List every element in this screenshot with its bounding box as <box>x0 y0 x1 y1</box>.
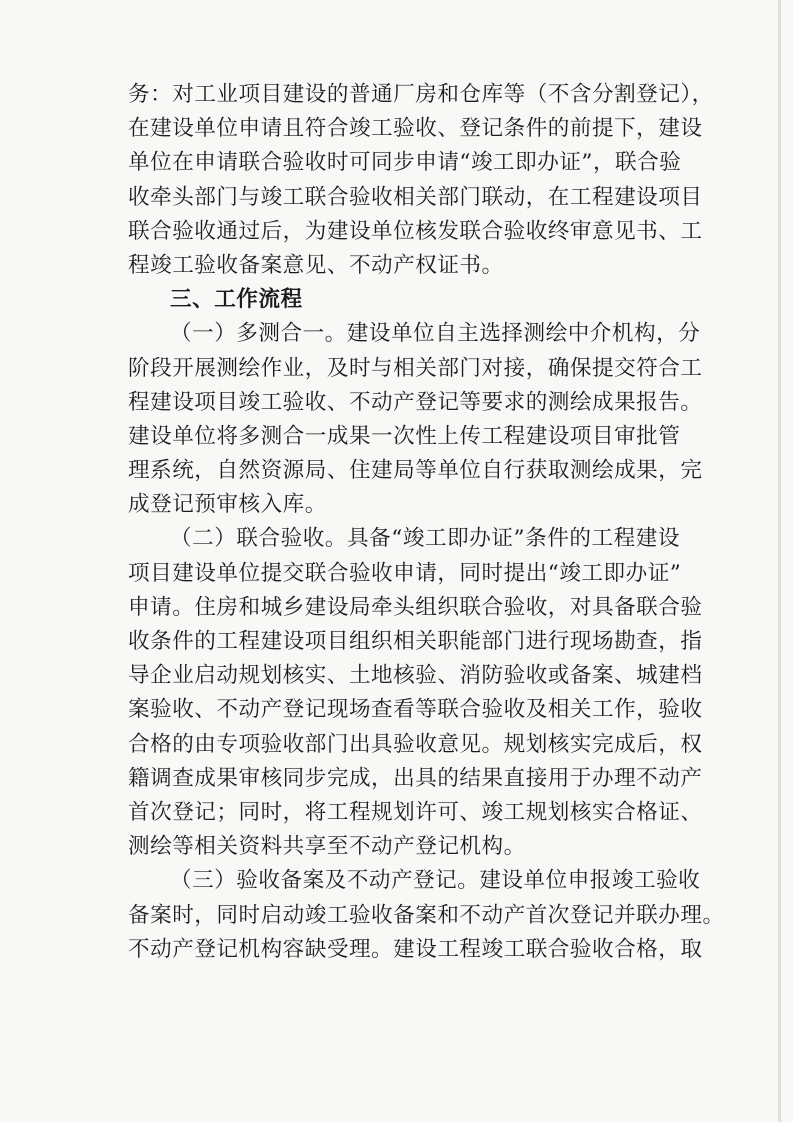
text-line: （二）联合验收。具备“竣工即办证”条件的工程建设 <box>170 526 680 552</box>
text-line: 案验收、不动产登记现场查看等联合验收及相关工作，验收 <box>128 697 703 723</box>
text-line: 理系统，自然资源局、住建局等单位自行获取测绘成果，完 <box>128 458 703 484</box>
text-line: （三）验收备案及不动产登记。建设单位申报竣工验收 <box>170 868 701 894</box>
scan-edge <box>778 0 781 1122</box>
text-line: （一）多测合一。建设单位自主选择测绘中介机构，分 <box>170 321 701 347</box>
text-line: 籍调查成果审核同步完成，出具的结果直接用于办理不动产 <box>128 765 703 791</box>
text-line: 导企业启动规划核实、土地核验、消防验收或备案、城建档 <box>128 663 703 689</box>
text-line: 测绘等相关资料共享至不动产登记机构。 <box>128 834 526 860</box>
text-line: 建设单位将多测合一成果一次性上传工程建设项目审批管 <box>128 423 681 449</box>
paragraph <box>128 317 703 522</box>
text-line: 联合验收通过后，为建设单位核发联合验收终审意见书、工 <box>128 218 703 244</box>
text-line: 程建设项目竣工验收、不动产登记等要求的测绘成果报告。 <box>128 389 703 415</box>
section-heading <box>128 283 680 317</box>
text-line: 务：对工业项目建设的普通厂房和仓库等（不含分割登记）， <box>128 82 714 107</box>
text-line: 首次登记；同时，将工程规划许可、竣工规划核实合格证、 <box>128 799 703 825</box>
text-line: 合格的由专项验收部门出具验收意见。规划核实完成后，权 <box>128 731 703 757</box>
text-line: 收条件的工程建设项目组织相关职能部门进行现场勘查，指 <box>128 629 703 654</box>
text-line: 不动产登记机构容缺受理。建设工程竣工联合验收合格，取 <box>128 936 703 962</box>
text-line: 申请。住房和城乡建设局牵头组织联合验收，对具备联合验 <box>128 594 703 620</box>
document-body <box>128 78 725 967</box>
text-line: 单位在申请联合验收时可同步申请“竣工即办证”，联合验 <box>128 150 682 176</box>
text-line: 在建设单位申请且符合竣工验收、登记条件的前提下，建设 <box>128 116 703 142</box>
text-line: 备案时，同时启动竣工验收备案和不动产首次登记并联办理。 <box>128 902 725 928</box>
paragraph <box>128 864 725 967</box>
text-line: 阶段开展测绘作业，及时与相关部门对接，确保提交符合工 <box>128 355 703 381</box>
text-line: 三、工作流程 <box>170 287 303 313</box>
text-line: 项目建设单位提交联合验收申请，同时提出“竣工即办证” <box>128 560 682 586</box>
paragraph <box>128 522 703 864</box>
paragraph <box>128 78 714 283</box>
text-line: 收牵头部门与竣工联合验收相关部门联动，在工程建设项目 <box>128 184 703 210</box>
text-line: 程竣工验收备案意见、不动产权证书。 <box>128 252 504 278</box>
text-line: 成登记预审核入库。 <box>128 492 327 518</box>
